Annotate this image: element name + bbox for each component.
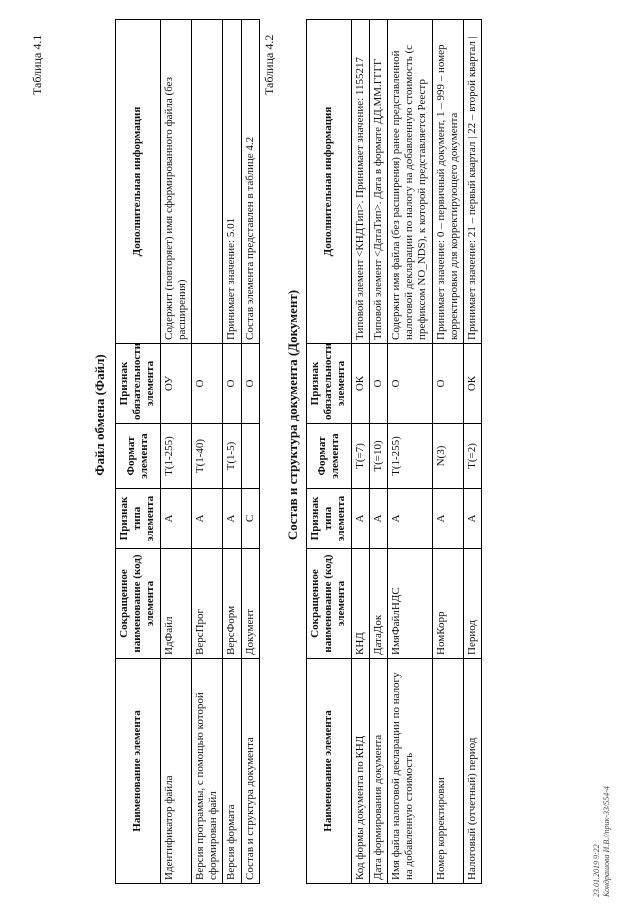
table-cell: НомКорр [432, 549, 463, 659]
table1-header-cell: Признак типа элемента [116, 489, 161, 549]
table-row [432, 20, 463, 884]
table-cell: Принимает значение: 21 – первый квартал | 22 – второй квартал | [463, 20, 481, 344]
table1-header-cell: Формат элемента [116, 424, 161, 489]
table-cell: T(1-5) [223, 424, 241, 489]
table-cell: T(1-255) [387, 424, 432, 489]
table-cell: T(1-40) [191, 424, 222, 489]
table-cell: А [463, 489, 481, 549]
table-cell: О [241, 344, 259, 424]
table-cell: Содержит (повторяет) имя сформированного файла (без расширения) [160, 20, 191, 344]
table-cell: О [223, 344, 241, 424]
table-cell: КНД [351, 549, 369, 659]
table-cell: А [191, 489, 222, 549]
table-row [463, 20, 481, 884]
table1-header-cell: Признак обязательности элемента [116, 344, 161, 424]
table-row [241, 20, 259, 884]
table-cell: Дата формирования документа [369, 659, 387, 884]
table-cell: Типовой элемент <ДатаТип>. Дата в формате ДД.ММ.ГГГГ [369, 20, 387, 344]
table-cell: Документ [241, 549, 259, 659]
table-cell: T(1-255) [160, 424, 191, 489]
table-cell: С [241, 489, 259, 549]
table-cell: А [432, 489, 463, 549]
document-stamp [592, 786, 613, 897]
table1-header-row [116, 20, 161, 884]
table-cell: Состав элемента представлен в таблице 4.2 [241, 20, 259, 344]
table-cell: T(=7) [351, 424, 369, 489]
table-cell: ОУ [160, 344, 191, 424]
table-cell: А [351, 489, 369, 549]
table2 [306, 19, 482, 884]
table-cell [191, 20, 222, 344]
table-cell: Версия формата [223, 659, 241, 884]
table-cell: T(=10) [369, 424, 387, 489]
table2-header-cell: Признак типа элемента [307, 489, 352, 549]
table1-header-cell: Дополнительная информация [116, 20, 161, 344]
table-cell: ВерсПрог [191, 549, 222, 659]
table-cell: Номер корректировки [432, 659, 463, 884]
table2-header-cell: Формат элемента [307, 424, 352, 489]
table-cell: Принимает значение: 0 – первичный документ, 1 – 999 – номер корректировки для корректирующего документа [432, 20, 463, 344]
table-cell: А [223, 489, 241, 549]
table-cell: Принимает значение: 5.01 [223, 20, 241, 344]
table-cell: О [191, 344, 222, 424]
table-cell: ОК [463, 344, 481, 424]
stamp-author: Кондрашова И.В.//прик-33/554-4 [602, 786, 612, 897]
table2-header-cell: Признак обязательности элемента [307, 344, 352, 424]
table-cell: T(=2) [463, 424, 481, 489]
table-cell: А [369, 489, 387, 549]
table-cell: ВерсФорм [223, 549, 241, 659]
table-cell: ОК [351, 344, 369, 424]
table-cell: О [369, 344, 387, 424]
stamp-datetime: 23.01.2019 9:22 [592, 844, 601, 897]
table2-header-cell: Дополнительная информация [307, 20, 352, 344]
table-row [160, 20, 191, 884]
table-cell: А [160, 489, 191, 549]
table-cell: Состав и структура документа [241, 659, 259, 884]
table-row [191, 20, 222, 884]
table2-caption: Таблица 4.2 [262, 34, 276, 95]
table-row [223, 20, 241, 884]
table-cell [241, 424, 259, 489]
table2-header-cell: Сокращенное наименование (код) элемента [307, 549, 352, 659]
table-row [351, 20, 369, 884]
table-cell: Содержит имя файла (без расширения) ранее представленной налоговой декларации по налогу на добавленную стоимость (с префиксом NO_NDS), к которой представляется Реестр [387, 20, 432, 344]
table-cell: Код формы документа по КНД [351, 659, 369, 884]
table1-header-cell: Сокращенное наименование (код) элемента [116, 549, 161, 659]
table-cell: ИмяФайлНДС [387, 549, 432, 659]
table-cell: Налоговый (отчетный) период [463, 659, 481, 884]
table2-title: Состав и структура документа (Документ) [285, 289, 300, 541]
table1 [115, 19, 260, 884]
table-cell: Период [463, 549, 481, 659]
table1-header-cell: Наименование элемента [116, 659, 161, 884]
table-cell: Имя файла налоговой декларации по налогу на добавленную стоимость [387, 659, 432, 884]
table-cell: ДатаДок [369, 549, 387, 659]
table-row [369, 20, 387, 884]
table-cell: Идентификатор файла [160, 659, 191, 884]
table1-title: Файл обмена (Файл) [92, 354, 107, 476]
table-cell: Версия программы, с помощью которой сформирован файл [191, 659, 222, 884]
table-cell: А [387, 489, 432, 549]
table-cell: ИдФайл [160, 549, 191, 659]
table-cell: N(3) [432, 424, 463, 489]
table2-header-row [307, 20, 352, 884]
table1-caption: Таблица 4.1 [30, 34, 44, 95]
table-cell: О [387, 344, 432, 424]
table2-header-cell: Наименование элемента [307, 659, 352, 884]
table-cell: Типовой элемент <КНДТип>. Принимает значение: 1155217 [351, 20, 369, 344]
table-cell: О [432, 344, 463, 424]
table-row [387, 20, 432, 884]
